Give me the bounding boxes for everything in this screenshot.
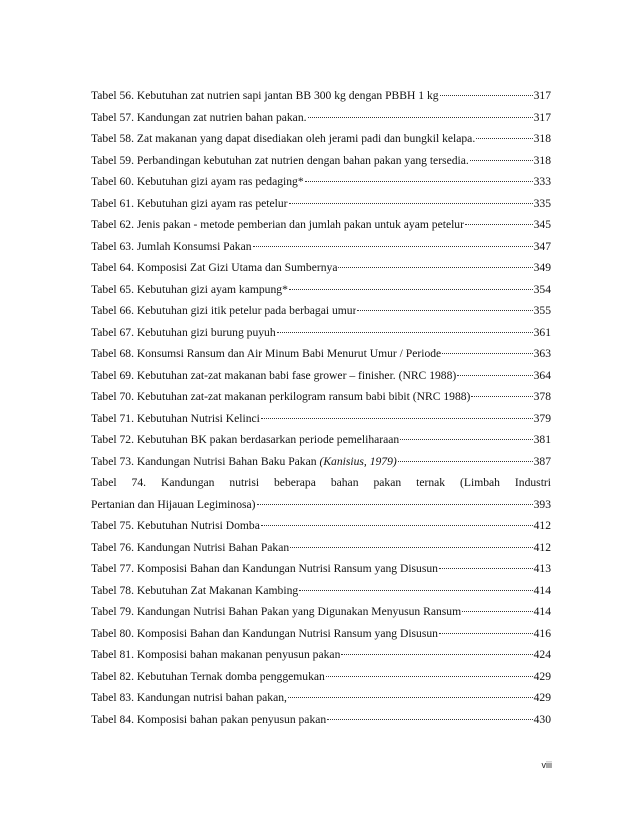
toc-entry[interactable] [91,537,551,559]
toc-entry-label: Tabel 58. Zat makanan yang dapat disediakan oleh jerami padi dan bungkil kelapa. [91,132,476,145]
dot-leader [400,439,532,440]
dot-leader [439,568,533,569]
dot-leader [326,676,533,677]
toc-entry-label: Tabel 63. Jumlah Konsumsi Pakan [91,239,252,253]
dot-leader [398,461,533,462]
toc-entry-page: 361 [533,325,551,339]
toc-entry-label: Tabel 68. Konsumsi Ransum dan Air Minum Babi Menurut Umur / Periode [91,347,442,360]
dot-leader [288,697,533,698]
toc-entry[interactable] [91,687,551,709]
toc-entry-page: 317 [533,89,551,102]
toc-entry[interactable] [91,365,551,387]
dot-leader [462,611,532,612]
toc-entry[interactable] [91,644,551,666]
toc-entry-page: 414 [533,605,551,618]
toc-entry[interactable] [91,128,551,150]
toc-entry[interactable] [91,214,551,236]
toc-entry-multiline-first[interactable] [91,472,551,494]
toc-entry-page: 335 [533,196,551,210]
dot-leader [457,375,532,376]
dot-leader [471,396,532,397]
toc-entry-page: 363 [533,347,551,360]
dot-leader [338,267,532,268]
toc-entry-label: Tabel 77. Komposisi Bahan dan Kandungan Nutrisi Ransum yang Disusun [91,562,438,575]
dot-leader [289,203,533,204]
toc-entry[interactable] [91,558,551,580]
toc-entry-label: Tabel 76. Kandungan Nutrisi Bahan Pakan [91,540,290,554]
toc-entry-label: Tabel 80. Komposisi Bahan dan Kandungan Nutrisi Ransum yang Disusun [91,626,438,640]
toc-entry-page: 318 [533,132,551,145]
toc-entry-label: Tabel 60. Kebutuhan gizi ayam ras pedaging* [91,175,304,188]
toc-entry-label: Tabel 81. Komposisi bahan makanan penyusun pakan [91,648,341,661]
toc-entry[interactable] [91,623,551,645]
dot-leader [357,310,532,311]
toc-entry-label: Pertanian dan Hijauan Legiminosa) [91,497,256,511]
toc-entry-page: 349 [533,261,551,274]
toc-entry-label: Tabel 71. Kebutuhan Nutrisi Kelinci [91,411,260,425]
toc-entry-page: 317 [533,110,551,124]
toc-entry-label: Tabel 69. Kebutuhan zat-zat makanan babi fase grower – finisher. (NRC 1988) [91,368,457,382]
toc-entry-page: 430 [533,712,551,726]
toc-entry[interactable] [91,515,551,537]
toc-entry-label: Tabel 83. Kandungan nutrisi bahan pakan, [91,691,287,704]
toc-entry-page: 413 [533,562,551,575]
toc-entry-label: Tabel 57. Kandungan zat nutrien bahan pakan. [91,110,307,124]
dot-leader [261,418,533,419]
toc-entry-label: Tabel 75. Kebutuhan Nutrisi Domba [91,519,260,532]
toc-entry-multiline-second[interactable] [91,494,551,516]
toc-entry-label: Tabel 70. Kebutuhan zat-zat makanan perkilogram ransum babi bibit (NRC 1988) [91,390,471,403]
toc-entry[interactable] [91,85,551,107]
toc-entry-page: 414 [533,583,551,597]
toc-entry[interactable] [91,300,551,322]
toc-entry-label: Tabel 79. Kandungan Nutrisi Bahan Pakan yang Digunakan Menyusun Ransum [91,605,462,618]
dot-leader [442,353,532,354]
toc-entry[interactable] [91,408,551,430]
toc-entry[interactable] [91,429,551,451]
table-of-contents [91,85,551,730]
toc-entry-page: 381 [533,433,551,446]
dot-leader [261,525,533,526]
toc-entry-page: 345 [533,218,551,231]
toc-entry-label: Tabel 56. Kebutuhan zat nutrien sapi jantan BB 300 kg dengan PBBH 1 kg [91,89,439,102]
dot-leader [277,332,533,333]
toc-entry-label: Tabel 61. Kebutuhan gizi ayam ras petelur [91,196,288,210]
toc-entry-page: 333 [533,175,551,188]
dot-leader [465,224,533,225]
toc-entry-label: Tabel 62. Jenis pakan - metode pemberian dan jumlah pakan untuk ayam petelur [91,218,464,231]
toc-entry-label: Tabel 84. Komposisi bahan pakan penyusun pakan [91,712,327,726]
toc-entry-label: Tabel 67. Kebutuhan gizi burung puyuh [91,325,276,339]
dot-leader [290,547,532,548]
toc-entry[interactable] [91,171,551,193]
toc-entry-label: Tabel 78. Kebutuhan Zat Makanan Kambing [91,583,299,597]
toc-entry-page: 347 [533,239,551,253]
toc-entry[interactable] [91,709,551,731]
toc-entry-label-citation: (Kanisius, 1979) [319,454,397,468]
dot-leader [253,246,533,247]
toc-entry-page: 354 [533,282,551,296]
dot-leader [299,590,532,591]
toc-entry[interactable] [91,279,551,301]
toc-entry[interactable] [91,343,551,365]
toc-entry-page: 429 [533,669,551,683]
dot-leader [439,633,533,634]
toc-entry-page: 393 [533,497,551,511]
toc-entry-label: Tabel 65. Kebutuhan gizi ayam kampung* [91,282,288,296]
toc-entry[interactable] [91,150,551,172]
dot-leader [470,160,533,161]
toc-entry-label: Tabel 64. Komposisi Zat Gizi Utama dan Sumbernya [91,261,338,274]
toc-entry-label [91,451,397,473]
dot-leader [289,289,533,290]
dot-leader [257,504,533,505]
toc-entry-page: 364 [533,368,551,382]
toc-entry-label-main: Tabel 73. Kandungan Nutrisi Bahan Baku Pakan [91,454,320,468]
toc-entry-page: 318 [533,153,551,167]
dot-leader [440,95,533,96]
toc-entry[interactable] [91,107,551,129]
toc-entry[interactable] [91,451,551,473]
dot-leader [327,719,532,720]
toc-entry-page: 412 [533,519,551,532]
toc-entry-label: Tabel 66. Kebutuhan gizi itik petelur pada berbagai umur [91,304,357,317]
toc-entry[interactable] [91,601,551,623]
toc-entry[interactable] [91,386,551,408]
toc-entry[interactable] [91,580,551,602]
toc-entry[interactable] [91,666,551,688]
toc-entry-label: Tabel 74. Kandungan nutrisi beberapa bahan pakan ternak (Limbah Industri [91,476,551,489]
toc-entry-page: 387 [533,454,551,468]
toc-entry-page: 355 [533,304,551,317]
dot-leader [476,138,532,139]
toc-entry-label: Tabel 59. Perbandingan kebutuhan zat nutrien dengan bahan pakan yang tersedia. [91,153,469,167]
dot-leader [341,654,532,655]
dot-leader [305,181,533,182]
toc-entry[interactable] [91,322,551,344]
toc-entry-label: Tabel 72. Kebutuhan BK pakan berdasarkan periode pemeliharaan [91,433,400,446]
toc-entry[interactable] [91,257,551,279]
toc-entry-page: 378 [533,390,551,403]
toc-entry[interactable] [91,193,551,215]
toc-entry-page: 429 [533,691,551,704]
toc-entry-page: 412 [533,540,551,554]
dot-leader [308,117,533,118]
page-number: viii [541,760,552,770]
toc-entry-page: 424 [533,648,551,661]
toc-entry[interactable] [91,236,551,258]
toc-entry-page: 379 [533,411,551,425]
toc-entry-page: 416 [533,626,551,640]
toc-entry-label: Tabel 82. Kebutuhan Ternak domba penggemukan [91,669,325,683]
